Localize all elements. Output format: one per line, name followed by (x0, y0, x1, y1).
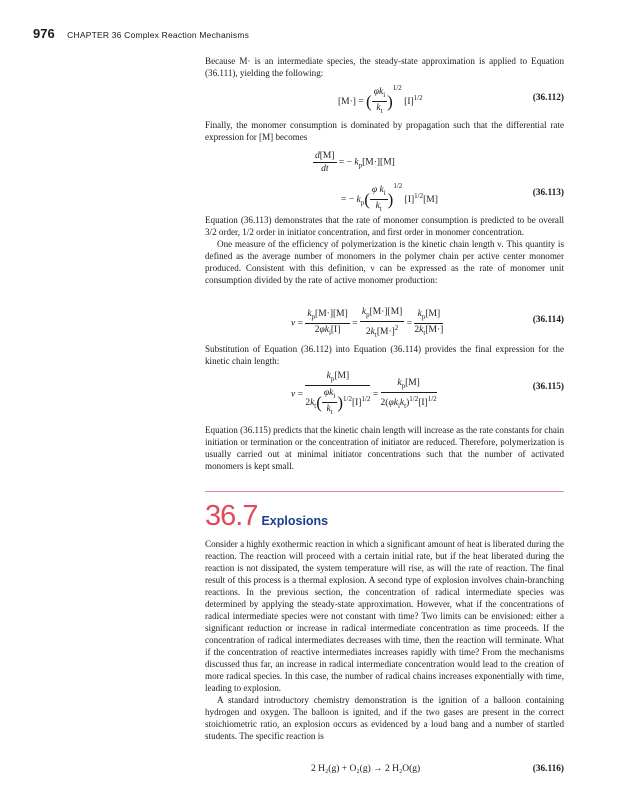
paragraph-5-block (205, 343, 564, 367)
equation-36-113: $\frac{d[M]}{dt}$ = − $k_p[M\cdot][M]$ = − $k_p$( $\frac{\varphi k_i}{k_t}$ )$^{1/2}$ $[I]^{1/2}[M]$ (36.113) (315, 151, 564, 214)
equation-36-115: ν = $k_p[M]$ $2k_t$( $\frac{\varphi k_i}{k_t}$ )$^{1/2}[I]^{1/2}$ = $\frac{k_p[M]}{2(\varphi k_ik_t)^{1/2}[I]^{1/2}}$ (36.115) (291, 371, 564, 417)
equation-number: (36.114) (532, 315, 564, 325)
page-number: 976 (33, 26, 55, 41)
equation-number: (36.115) (532, 382, 564, 392)
section-title: Explosions (261, 514, 329, 528)
equation-36-114: ν = $\frac{k_p[M\cdot][M]}{2\varphi k_i[I]}$ = $\frac{k_p[M\cdot][M]}{2k_t[M\cdot]^2}$ = $\frac{k_p[M]}{2k_t[M\cdot]}$ (36.114) (291, 307, 564, 339)
paragraph-8: A standard introductory chemistry demonstration is the ignition of a balloon containing hydrogen and oxygen. The balloon is ignited, and if the two gases are present in the correct stoichiometric ratio, an explosion occurs as evidenced by a loud bang and a number of startled students. The specific reaction is (205, 695, 564, 741)
section-heading (205, 500, 328, 533)
equation-number: (36.116) (532, 764, 564, 774)
paragraph-1-block (205, 55, 564, 79)
paragraph-6: Equation (36.115) predicts that the kinetic chain length will increase as the rate constants for chain initiation or termination or the concentration of initiator are reduced. Therefore, polymerization is usually carried out at minimal initiator concentrations such that the number of activated monomers is kept small. (205, 425, 564, 471)
paragraph-6-block (205, 424, 564, 472)
paragraph-7: Consider a highly exothermic reaction in which a significant amount of heat is liberated during the reaction. The reaction will proceed with a certain initial rate, but if the heat liberated during the reaction is not dissipated, the system temperature will rise, as will the rate of reaction. The final result of this process is a thermal explosion. A second type of explosion involves chain-branching reactions. In the previous section, the concentration of radical intermediate species was determined by applying the steady-state approximation. However, what if the concentrations of radical intermediate species were not constant with time? Two limits can be envisioned: either a significant reduction or increase in radical intermediate concentration as time proceeds. If the concentration of radical intermediates decreases with time, then the reaction will terminate. What if the concentration of reactive intermediates increases rapidly with time? From the mechanisms discussed thus far, an increase in radical intermediate concentration would lead to the creation of more radical species. In this case, the number of radical chains increases exponentially with time, leading to explosion. (205, 539, 564, 693)
paragraph-2: Finally, the monomer consumption is dominated by propagation such that the differential rate expression for [M] becomes (205, 120, 564, 142)
paragraph-1: Because M· is an intermediate species, the steady-state approximation is applied to Equation (36.111), yielding the following: (205, 56, 564, 78)
section-divider (205, 491, 564, 492)
reaction-equation: 2 H₂(g) + O₂(g) → 2 H₂O(g) (311, 764, 421, 774)
equation-number: (36.113) (532, 188, 564, 198)
equation-36-112: [M·] = ( $\frac{\varphi k_i}{k_t}$ )$^{1/2}$ $[I]^{1/2}$ (36.112) (338, 84, 564, 116)
equation-number: (36.112) (532, 93, 564, 103)
equation-36-116 (205, 764, 564, 778)
paragraph-2-block (205, 119, 564, 143)
section-number: 36.7 (205, 500, 258, 532)
paragraph-3: Equation (36.113) demonstrates that the rate of monomer consumption is predicted to be overall 3/2 order, 1/2 order in initiator concentration, and first order in monomer concentration. (205, 215, 564, 237)
page-header (33, 25, 249, 43)
paragraph-5: Substitution of Equation (36.112) into Equation (36.114) provides the final expression for the kinetic chain length: (205, 344, 564, 366)
paragraph-7-block (205, 538, 564, 742)
paragraph-3-block (205, 214, 564, 286)
paragraph-4: One measure of the efficiency of polymerization is the kinetic chain length ν. This quantity is defined as the average number of monomers in the polymer chain per active center monomer produced. Consistent with this definition, ν can be expressed as the rate of monomer unit consumption divided by the rate of active monomer production: (205, 239, 564, 285)
chapter-title: CHAPTER 36 Complex Reaction Mechanisms (67, 30, 250, 40)
